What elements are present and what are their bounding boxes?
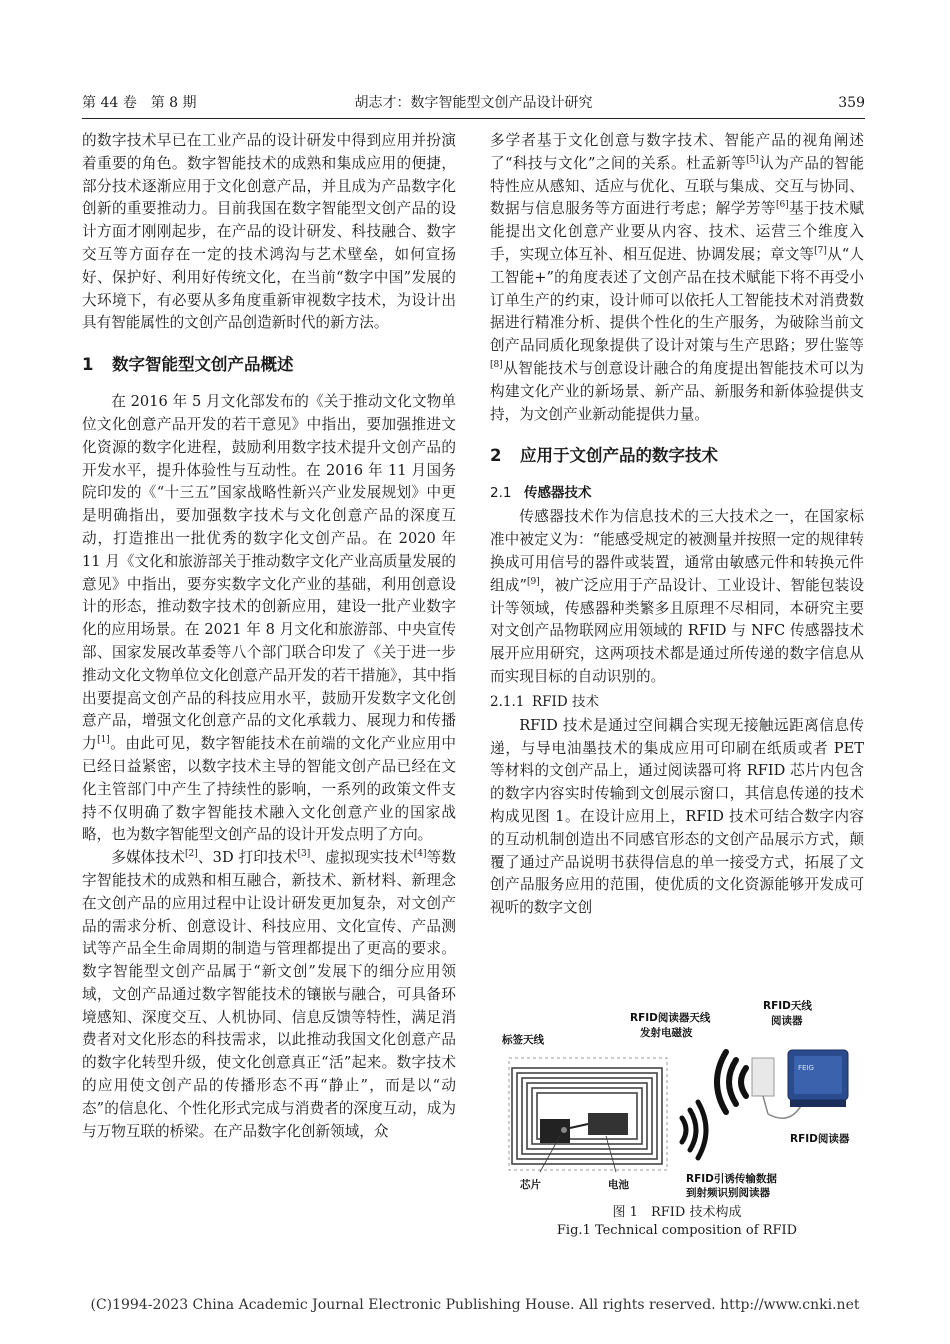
header-rule <box>82 118 865 119</box>
subsection-2-1-heading <box>490 482 864 504</box>
scholars-paragraph <box>490 130 864 426</box>
tag-signal-waves <box>682 1102 706 1158</box>
sensor-paragraph <box>490 506 864 688</box>
running-title: 胡志才：数字智能型文创产品设计研究 <box>354 95 593 111</box>
battery-block <box>588 1113 628 1135</box>
text-run: 从智能技术与创意设计融合的角度提出智能技术可以为构建文化产业的新场景、新产品、新服务和新体验提供支持，为文创产业新动能提供力量。 <box>490 359 864 423</box>
text-run: 传感器技术作为信息技术的三大技术之一，在国家标准中被定义为：“能感受规定的被测量并按照一定的规律转换成可用信号的器件或装置，通常由敏感元件和转换元件组成” <box>490 508 864 594</box>
text-run: 、虚拟现实技术 <box>310 849 414 867</box>
section-number: 1 <box>82 355 94 375</box>
subsection-number: 2.1.1 <box>490 693 525 710</box>
text-run: 基于技术赋能提出文化创意产业要从内容、技术、运营三个维度入手，实现立体互补、相互促进、协调发展；章文等 <box>490 200 864 263</box>
label-reader-antenna-line1: RFID阅读器天线 <box>630 1012 711 1024</box>
section-title: 应用于文创产品的数字技术 <box>520 446 718 466</box>
text-run: 、3D 打印技术 <box>197 849 298 867</box>
citation: [7] <box>814 246 827 257</box>
label-rfid-reader: RFID阅读器 <box>790 1133 850 1145</box>
label-transmit-line1: RFID引诱传输数据 <box>686 1173 777 1185</box>
citation: [6] <box>775 200 789 211</box>
policy-paragraph <box>82 391 456 847</box>
rfid-antenna-panel <box>752 1058 774 1096</box>
rfid-reader-device <box>788 1050 848 1107</box>
citation: [2] <box>184 849 198 860</box>
technology-paragraph <box>82 847 456 1143</box>
citation: [4] <box>413 849 427 860</box>
figure-1 <box>490 996 864 1246</box>
text-run: 认为产品的智能特性应从感知、适应与优化、互联与集成、交互与协同、数据与信息服务等方面进行考虑；解学芳等 <box>490 154 864 218</box>
journal-volume: 第 44 卷 第 8 期 <box>82 95 197 111</box>
subsection-2-1-1-heading <box>490 691 864 713</box>
text-run: ，被广泛应用于产品设计、工业设计、智能包装设计等领域，传感器种类繁多且原理不尽相同，本研究主要对文创产品物联网应用领域的 RFID 与 NFC 传感器技术展开应用研究，这两项技术都是通过所传递的数字信息从而实现目标的自动识别的。 <box>490 576 864 685</box>
text-run: 多媒体技术 <box>111 849 185 867</box>
right-column <box>490 130 864 920</box>
label-chip: 芯片 <box>520 1179 541 1191</box>
label-battery: 电池 <box>608 1179 629 1191</box>
reader-brand-logo: FEIG <box>798 1064 814 1072</box>
intro-paragraph: 的数字技术早已在工业产品的设计研发中得到应用并扮演着重要的角色。数字智能技术的成熟和集成应用的便捷，部分技术逐渐应用于文化创意产品，并且成为产品数字化创新的重要推动力。目前我国在数字智能型文创产品的设计方面才刚刚起步，在产品的设计研发、科技融合、数字交互等方面存在一定的技术鸿沟与艺术壁垒，如何宣扬好、保护好、利用好传统文化，在当前“数字中国”发展的大环境下，有必要从多角度重新审视数字技术，为设计出具有智能属性的文创产品创造新时代的新方法。 <box>82 132 456 332</box>
subsection-number: 2.1 <box>490 485 512 502</box>
text-run: 等数字智能技术的成熟和相互融合，新技术、新材料、新理念在文创产品的应用过程中让设计研发更加复杂，对文创产品的需求分析、创意设计、科技应用、文化宣传、产品测试等产品全生命周期的制造与管理都提出了更高的要求。数字智能型文创产品属于“新文创”发展下的细分应用领域，文创产品通过数字智能技术的镶嵌与融合，可具备环境感知、深度交互、人机协同、信息反馈等特性，满足消费者对文化形态的科技需求，以此推动我国文化创意产品的数字化转型升级，使文化创意真正“活”起来。数字技术的应用使文创产品的传播形态不再“静止”，而是以“动态”的信息化、个性化形式完成与消费者的深度互动，成为与万物互联的桥梁。在产品数字化创新领域，众 <box>82 849 456 1140</box>
citation: [3] <box>297 849 311 860</box>
section-number: 2 <box>490 446 502 466</box>
chip-dot <box>561 1127 567 1133</box>
figure-caption-zh: 图 1 RFID 技术构成 <box>612 1205 742 1220</box>
text-run: 在 2016 年 5 月文化部发布的《关于推动文化文物单位文化创意产品开发的若干意见》中指出，要加强推进文化资源的数字化进程，鼓励利用数字技术提升文创产品的开发水平，提升体验性与互动性。在 2016 年 11 月国务院印发的《“十三五”国家战略性新兴产业发展规划》中更是明确指出，要加强数字技术与文化创意产品的深度互动，打造推出一批优秀的数字化文创产品。在 2020 年 11 月《文化和旅游部关于推动数字文化产业高质量发展的意见》中指出，要夯实数字文化产业的基础，利用创意设计的形态，推动数字技术的创新应用，建设一批产业数字化的应用场景。在 2021 年 8 月文化和旅游部、中央宣传部、国家发展改革委等八个部门联合印发了《关于进一步推动文化文物单位文化创意产品开发的若干措施》，其中指出要提高文创产品的科技应用水平，鼓励开发数字文化创意产品，增强文化创意产品的文化承载力、展现力和传播力 <box>82 393 456 753</box>
label-reader-antenna-line2: 发射电磁波 <box>640 1027 693 1039</box>
section-1-heading <box>82 353 456 377</box>
citation: [1] <box>97 735 110 746</box>
page-number: 359 <box>838 95 865 111</box>
citation: [9] <box>526 576 540 587</box>
section-2-heading <box>490 444 864 468</box>
label-rfid-antenna-line2: 阅读器 <box>771 1015 803 1027</box>
section-title: 数字智能型文创产品概述 <box>112 355 294 375</box>
citation: [8] <box>490 360 503 371</box>
citation: [5] <box>746 154 759 165</box>
reader-signal-waves <box>717 1052 746 1112</box>
text-run: 多学者基于文化创意与数字技术、智能产品的视角阐述了“科技与文化”之间的关系。杜孟新等 <box>490 132 864 172</box>
subsection-title: RFID 技术 <box>532 693 599 710</box>
text-run: 。由此可见，数字智能技术在前端的文化产业应用中已经日益紧密，以数字技术主导的智能文创产品已经在文化主管部门中产生了持续性的影响，一系列的政策文件支持不仅明确了数字智能技术融入文化创意产业的国家战略，也为数字智能型文创产品的设计开发点明了方向。 <box>82 735 456 844</box>
label-transmit-line2: 到射频识别阅读器 <box>686 1187 770 1199</box>
copyright-footer: (C)1994-2023 China Academic Journal Electronic Publishing House. All rights reserved. http://www.cnki.net <box>90 1297 860 1313</box>
label-rfid-antenna-line1: RFID天线 <box>763 1000 812 1012</box>
rfid-paragraph: RFID 技术是通过空间耦合实现无接触远距离信息传递，与导电油墨技术的集成应用可印刷在纸质或者 PET 等材料的文创产品上，通过阅读器可将 RFID 芯片内包含的数字内容实时传输到文创展示窗口，其信息传递的技术构成见图 1。在设计应用上，RFID 技术可结合数字内容的互动机制创造出不同感官形态的文创产品展示方式，颠覆了通过产品说明书获得信息的单一接受方式，拓展了文创产品服务应用的范围，使优质的文化资源能够开发成可视听的数字文创 <box>490 716 864 917</box>
running-header <box>82 92 865 114</box>
subsection-title: 传感器技术 <box>524 485 592 502</box>
rfid-diagram <box>490 996 864 1201</box>
text-run: 从“人工智能+”的角度表述了文创产品在技术赋能下将不再受小订单生产的约束，设计师可以依托人工智能技术对消费数据进行精准分析、提供个性化的生产服务，为破除当前文创产品同质化现象提供了设计对策与生产思路；罗仕鉴等 <box>490 245 864 355</box>
label-tag-antenna: 标签天线 <box>502 1034 544 1046</box>
figure-caption-en: Fig.1 Technical composition of RFID <box>556 1223 798 1238</box>
left-column <box>82 130 456 1143</box>
